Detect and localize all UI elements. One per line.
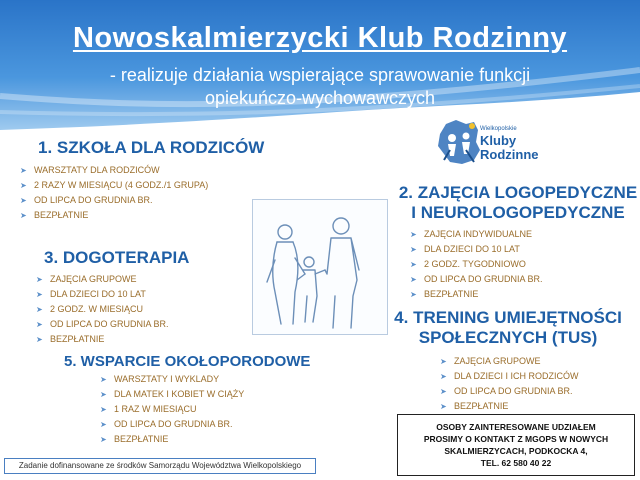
section-4-title xyxy=(378,308,638,348)
logo-line-1: Kluby xyxy=(480,133,517,148)
funding-footer: Zadanie dofinansowane ze środków Samorządu Województwa Wielkopolskiego xyxy=(4,458,316,474)
list-item: ➤ BEZPŁATNIE xyxy=(20,208,208,223)
contact-line-2: PROSIMY O KONTAKT Z MGOPS W NOWYCH xyxy=(423,434,609,444)
list-item: ➤ OD LIPCA DO GRUDNIA BR. xyxy=(36,317,169,332)
section-2-title-line-2: I NEUROLOGOPEDYCZNE xyxy=(411,203,625,222)
contact-info-box xyxy=(397,414,635,476)
list-item: ➤ DLA DZIECI DO 10 LAT xyxy=(410,242,543,257)
contact-phone: TEL. 62 580 40 22 xyxy=(480,458,552,468)
list-item: ➤ OD LIPCA DO GRUDNIA BR. xyxy=(440,384,579,399)
list-item: ➤ DLA DZIECI I ICH RODZICÓW xyxy=(440,369,579,384)
list-item: ➤ OD LIPCA DO GRUDNIA BR. xyxy=(20,193,208,208)
list-item: ➤ 2 GODZ. TYGODNIOWO xyxy=(410,257,543,272)
subtitle-line-2: opiekuńczo-wychowawczych xyxy=(204,88,436,108)
list-item: ➤ WARSZTATY I WYKLADY xyxy=(100,372,244,387)
list-item: ➤ ZAJĘCIA GRUPOWE xyxy=(36,272,169,287)
page-subtitle xyxy=(20,64,620,110)
family-silhouette-icon xyxy=(253,200,387,334)
section-3-title: 3. DOGOTERAPIA xyxy=(44,248,190,267)
list-item: ➤ 1 RAZ W MIESIĄCU xyxy=(100,402,244,417)
section-4-title-line-1: 4. TRENING UMIEJĘTNOŚCI xyxy=(394,308,622,327)
section-2-title xyxy=(398,183,638,223)
section-2-title-line-1: 2. ZAJĘCIA LOGOPEDYCZNE xyxy=(398,183,638,202)
header-banner xyxy=(0,0,640,132)
list-item: ➤ OD LIPCA DO GRUDNIA BR. xyxy=(410,272,543,287)
section-3-list xyxy=(36,272,169,347)
list-item: ➤ BEZPŁATNIE xyxy=(36,332,169,347)
list-item: ➤ OD LIPCA DO GRUDNIA BR. xyxy=(100,417,244,432)
contact-line-1: OSOBY ZAINTERESOWANE UDZIAŁEM xyxy=(436,422,596,432)
list-item: ➤ BEZPŁATNIE xyxy=(410,287,543,302)
list-item: ➤ ZAJĘCIA GRUPOWE xyxy=(440,354,579,369)
family-illustration-frame xyxy=(252,199,388,335)
section-4-list xyxy=(440,354,579,414)
list-item: ➤ BEZPŁATNIE xyxy=(440,399,579,414)
list-item: ➤ 2 RAZY W MIESIĄCU (4 GODZ./1 GRUPA) xyxy=(20,178,208,193)
section-1-list xyxy=(20,163,208,223)
section-4-title-line-2: SPOŁECZNYCH (TUS) xyxy=(418,328,598,347)
list-item: ➤ DLA MATEK I KOBIET W CIĄŻY xyxy=(100,387,244,402)
contact-line-3: SKALMIERZYCACH, PODKOCKA 4, xyxy=(444,446,588,456)
page-title: Nowoskalmierzycki Klub Rodzinny xyxy=(72,22,568,54)
logo-name xyxy=(480,134,539,162)
list-item: ➤ ZAJĘCIA INDYWIDUALNE xyxy=(410,227,543,242)
list-item: ➤ DLA DZIECI DO 10 LAT xyxy=(36,287,169,302)
list-item: ➤ WARSZTATY DLA RODZICÓW xyxy=(20,163,208,178)
subtitle-line-1: - realizuje działania wspierające sprawowanie funkcji xyxy=(109,65,531,85)
list-item: ➤ BEZPŁATNIE xyxy=(100,432,244,447)
list-item: ➤ 2 GODZ. W MIESIĄCU xyxy=(36,302,169,317)
section-1-title: 1. SZKOŁA DLA RODZICÓW xyxy=(38,138,265,157)
section-5-title: 5. WSPARCIE OKOŁOPORODOWE xyxy=(64,353,311,370)
section-2-list xyxy=(410,227,543,302)
section-5-list xyxy=(100,372,244,447)
logo-small-text: Wielkopolskie xyxy=(480,126,517,132)
logo-line-2: Rodzinne xyxy=(480,147,539,162)
